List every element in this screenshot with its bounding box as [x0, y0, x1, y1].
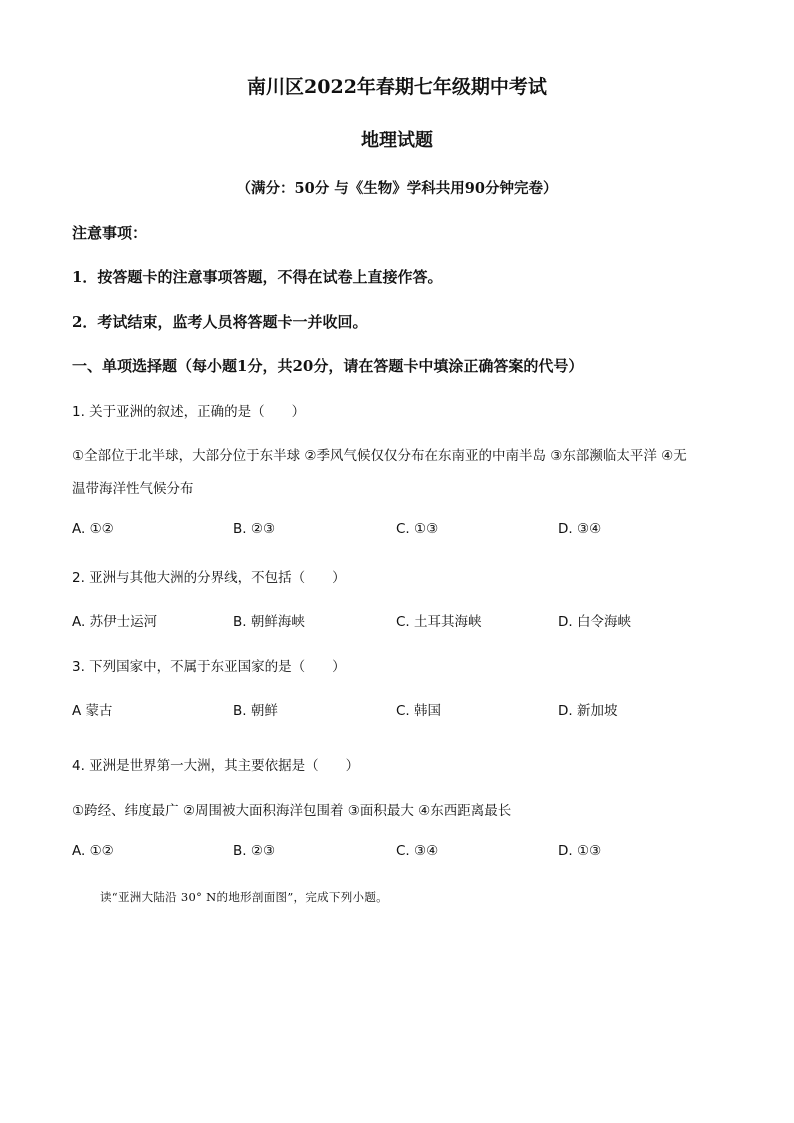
question-4-option-a: A. ①②	[72, 843, 114, 859]
question-3-option-c: C. 韩国	[396, 703, 442, 719]
question-4-statements: ①跨经、纬度最广 ②周围被大面积海洋包围着 ③面积最大 ④东西距离最长	[72, 803, 512, 819]
question-1-statements-cont: 温带海洋性气候分布	[72, 481, 194, 497]
reading-note: 读“亚洲大陆沿 30° N的地形剖面图”，完成下列小题。	[100, 890, 388, 904]
question-2-option-d: D. 白令海峡	[558, 614, 631, 630]
question-3-option-d: D. 新加坡	[558, 703, 618, 719]
question-2-option-c: C. 土耳其海峡	[396, 614, 482, 630]
notes-heading: 注意事项：	[72, 224, 148, 242]
note-item-1: 1．按答题卡的注意事项答题，不得在试卷上直接作答。	[72, 268, 443, 286]
question-1-option-b: B. ②③	[233, 521, 276, 537]
question-4-option-b: B. ②③	[233, 843, 276, 859]
question-2-option-a: A. 苏伊士运河	[72, 614, 158, 630]
exam-info: （满分：50分 与《生物》学科共用90分钟完卷）	[236, 180, 558, 197]
question-3-option-a: A 蒙古	[72, 703, 113, 719]
question-4-stem: 4. 亚洲是世界第一大洲，其主要依据是（ ）	[72, 758, 360, 774]
question-1-stem: 1. 关于亚洲的叙述，正确的是（ ）	[72, 404, 306, 420]
question-4-option-d: D. ①③	[558, 843, 602, 859]
section-heading: 一、单项选择题（每小题1分，共20分，请在答题卡中填涂正确答案的代号）	[72, 357, 584, 375]
question-2-option-b: B. 朝鲜海峡	[233, 614, 305, 630]
question-2-stem: 2. 亚洲与其他大洲的分界线，不包括（ ）	[72, 570, 346, 586]
exam-title: 南川区2022年春期七年级期中考试	[247, 76, 547, 98]
note-item-2: 2．考试结束，监考人员将答题卡一并收回。	[72, 313, 368, 331]
exam-subtitle: 地理试题	[361, 130, 433, 151]
question-1-statements: ①全部位于北半球，大部分位于东半球 ②季风气候仅仅分布在东南亚的中南半岛 ③东部濒临太平洋 ④无	[72, 448, 687, 464]
question-1-option-a: A. ①②	[72, 521, 114, 537]
question-3-option-b: B. 朝鲜	[233, 703, 278, 719]
question-1-option-c: C. ①③	[396, 521, 439, 537]
question-4-option-c: C. ③④	[396, 843, 439, 859]
question-3-stem: 3. 下列国家中，不属于东亚国家的是（ ）	[72, 659, 346, 675]
question-1-option-d: D. ③④	[558, 521, 602, 537]
